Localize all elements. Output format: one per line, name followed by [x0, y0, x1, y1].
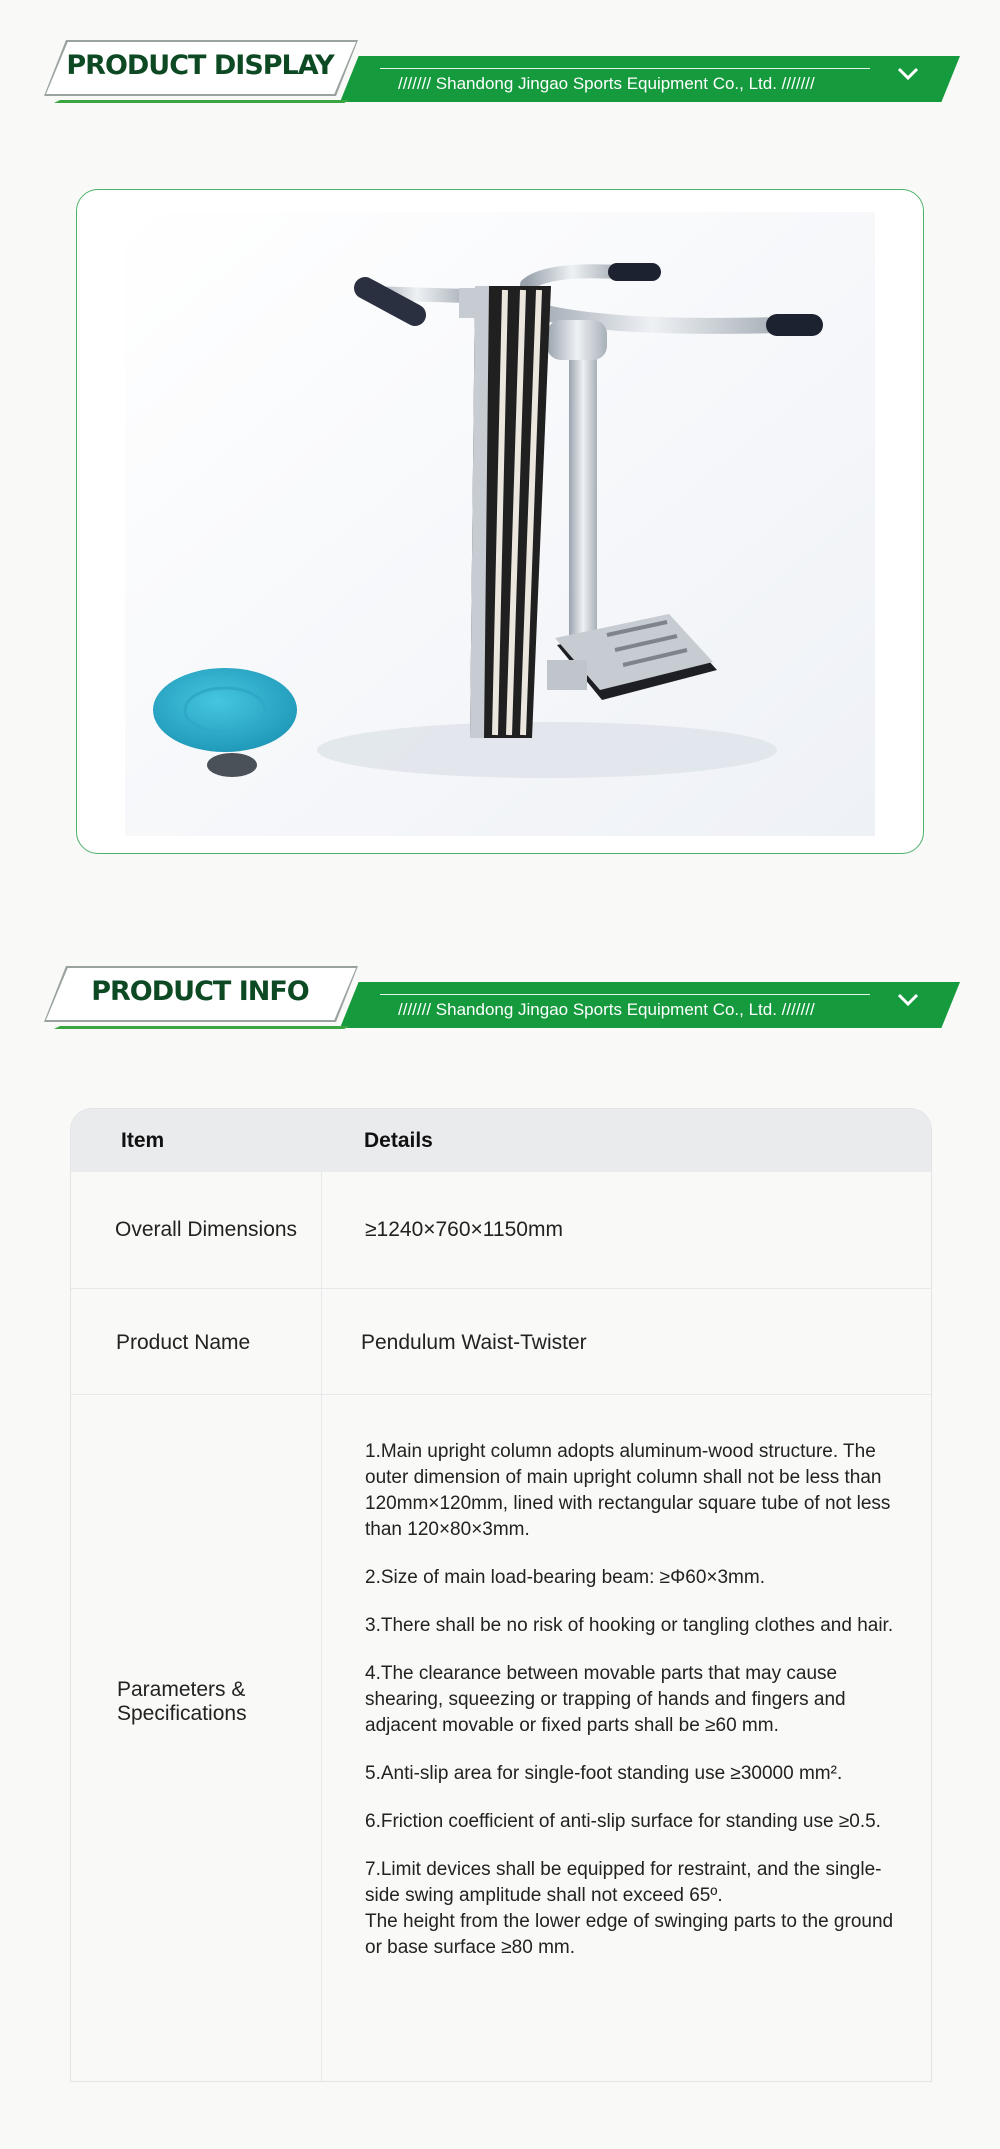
company-name: /////// Shandong Jingao Sports Equipment Co., Ltd. /////// — [398, 74, 815, 93]
section-title: PRODUCT INFO — [91, 976, 309, 1007]
header-item: Item — [121, 1129, 165, 1152]
company-name: /////// Shandong Jingao Sports Equipment Co., Ltd. /////// — [398, 1000, 815, 1019]
product-info-table — [70, 1108, 932, 2082]
row-value-name: Pendulum Waist-Twister — [361, 1331, 587, 1354]
table-header — [71, 1109, 931, 1172]
column-divider — [321, 1172, 322, 2081]
section-title: PRODUCT DISPLAY — [66, 50, 334, 81]
row-divider — [71, 1394, 931, 1395]
banner-underline — [54, 100, 350, 103]
spec-item: 7.Limit devices shall be equipped for restraint, and the single-side swing amplitude shall not exceed 65º. — [365, 1859, 882, 1906]
product-display-banner — [40, 42, 960, 122]
spec-item: 2.Size of main load-bearing beam: ≥Φ60×3mm. — [365, 1567, 765, 1588]
row-divider — [71, 1288, 931, 1289]
row-label-specs: Parameters & Specifications — [117, 1678, 247, 1725]
row-label-name: Product Name — [116, 1331, 251, 1354]
chevron-down-icon[interactable] — [896, 65, 920, 88]
row-value-dimensions: ≥1240×760×1150mm — [365, 1218, 563, 1241]
product-image — [77, 190, 923, 853]
product-photo-frame — [76, 189, 924, 854]
banner-line — [380, 994, 870, 995]
chevron-down-icon[interactable] — [896, 991, 920, 1014]
banner-line — [380, 68, 870, 69]
specs-list — [365, 1439, 905, 1983]
spec-item: 4.The clearance between movable parts that may cause shearing, squeezing or trapping of hands and fingers and adjacent movable or fixed parts shall be ≥60 mm. — [365, 1663, 846, 1736]
header-details: Details — [364, 1129, 433, 1152]
spec-item: 6.Friction coefficient of anti-slip surface for standing use ≥0.5. — [365, 1811, 881, 1832]
spec-item: 1.Main upright column adopts aluminum-wood structure. The outer dimension of main upright column shall not be less than 120mm×120mm, lined with rectangular square tube of not less than 120×80×3mm. — [365, 1441, 891, 1540]
row-label-dimensions: Overall Dimensions — [115, 1218, 298, 1241]
spec-item: The height from the lower edge of swinging parts to the ground or base surface ≥80 mm. — [365, 1911, 894, 1958]
spec-item: 5.Anti-slip area for single-foot standing use ≥30000 mm². — [365, 1763, 843, 1784]
banner-underline — [54, 1026, 350, 1029]
product-info-banner — [40, 968, 960, 1048]
spec-item: 3.There shall be no risk of hooking or tangling clothes and hair. — [365, 1615, 894, 1636]
